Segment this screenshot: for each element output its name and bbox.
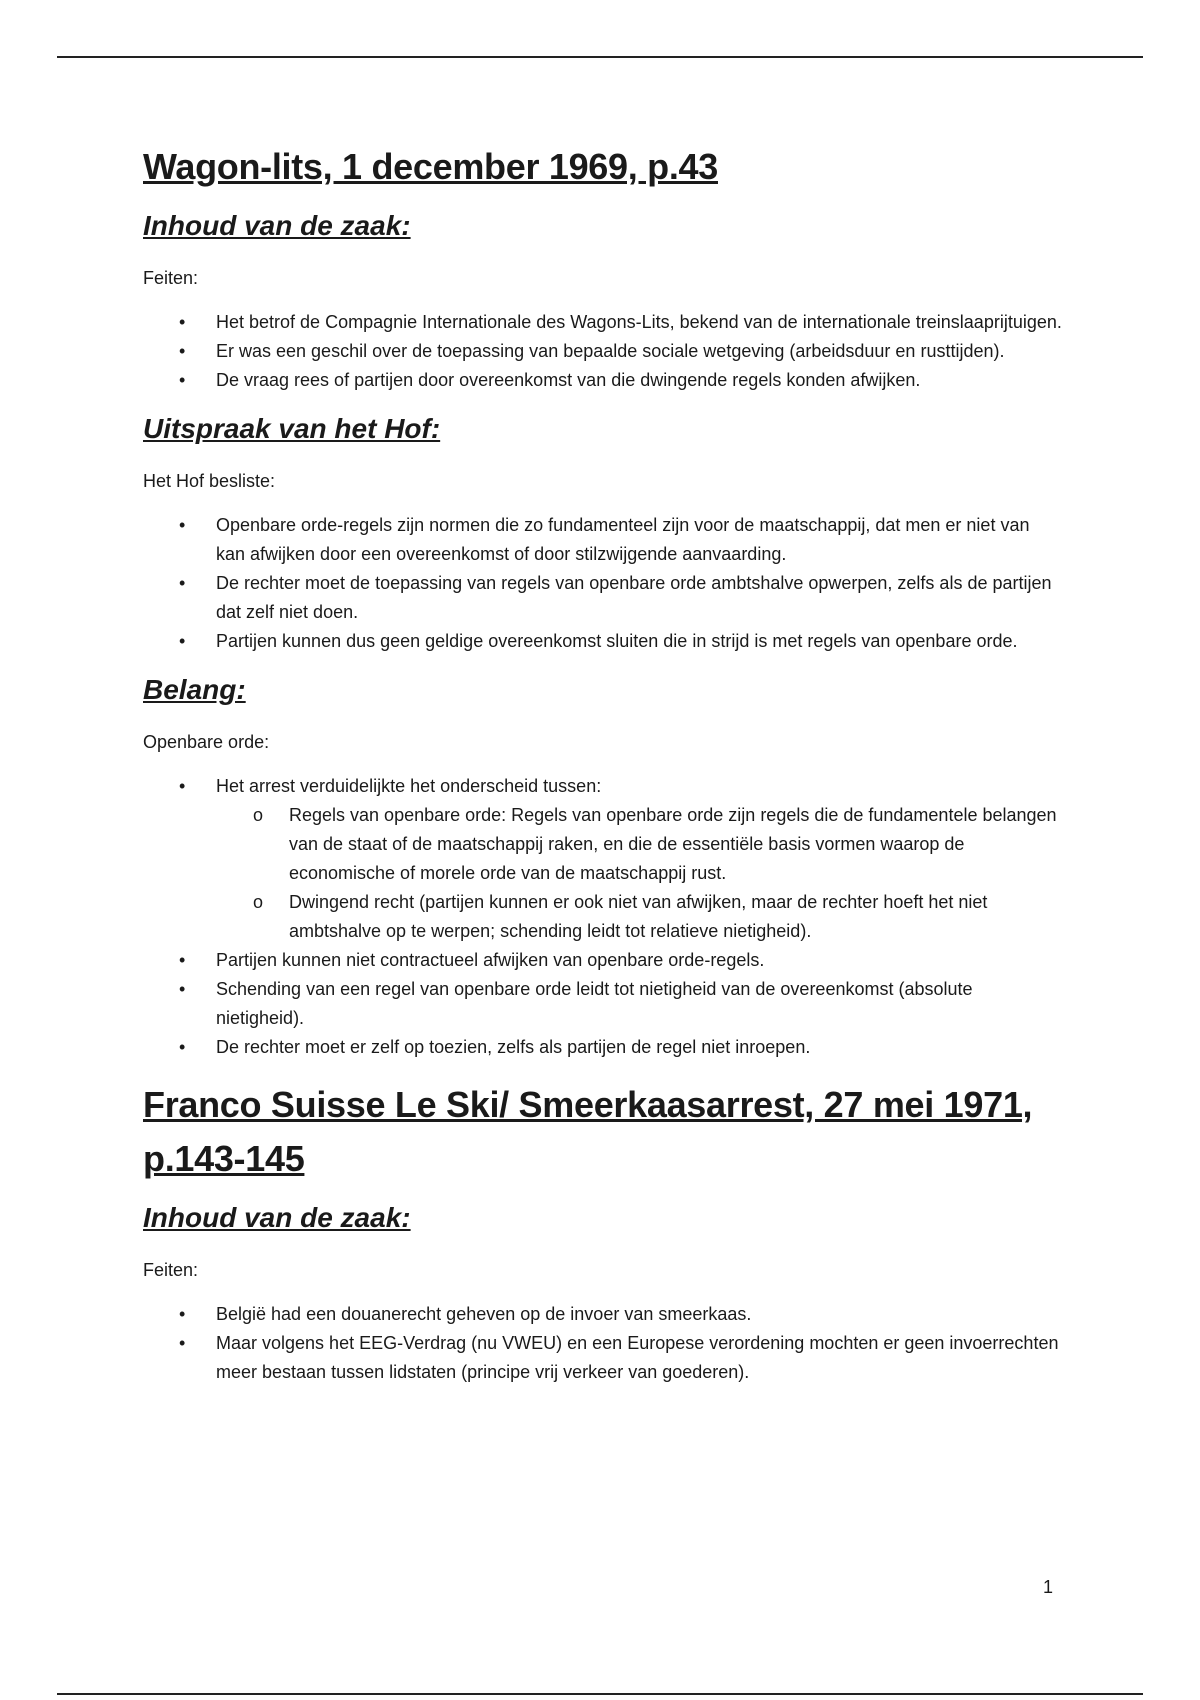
label-feiten-2: Feiten: <box>143 1260 199 1280</box>
list-item: • Er was een geschil over de toepassing van bepaalde sociale wetgeving (arbeidsduur en rusttijden). <box>143 337 1063 366</box>
list-item: • De rechter moet er zelf op toezien, zelfs als partijen de regel niet inroepen. <box>143 1033 1063 1062</box>
label-hof: Het Hof besliste: <box>143 471 276 491</box>
list-item: • Openbare orde-regels zijn normen die zo fundamenteel zijn voor de maatschappij, dat men er niet van kan afwijken door een overeenkomst of door stilzwijgende aanvaarding. <box>143 511 1063 569</box>
list-item: • Partijen kunnen dus geen geldige overeenkomst sluiten die in strijd is met regels van openbare orde. <box>143 627 1063 656</box>
feiten-list <box>143 308 1063 395</box>
page-number: 1 <box>1043 1577 1054 1597</box>
list-item: • De rechter moet de toepassing van regels van openbare orde ambtshalve opwerpen, zelfs als de partijen dat zelf niet doen. <box>143 569 1063 627</box>
sub-list-item: o Regels van openbare orde: Regels van openbare orde zijn regels die de fundamentele belangen van de staat of de maatschappij raken, en die de essentiële basis vormen waarop de economische of morele orde van de maatschappij rust. <box>216 801 1063 888</box>
heading-inhoud-2: Inhoud van de zaak: <box>143 1202 411 1233</box>
heading-uitspraak: Uitspraak van het Hof: <box>143 413 441 444</box>
list-item: • Partijen kunnen niet contractueel afwijken van openbare orde-regels. <box>143 946 1063 975</box>
case-title-wagon-lits: Wagon-lits, 1 december 1969, p.43 <box>143 146 718 187</box>
list-item: • België had een douanerecht geheven op de invoer van smeerkaas. <box>143 1300 1063 1329</box>
sub-list-item: o Dwingend recht (partijen kunnen er ook niet van afwijken, maar de rechter hoeft het niet ambtshalve op te werpen; schending leidt tot relatieve nietigheid). <box>216 888 1063 946</box>
list-item: • De vraag rees of partijen door overeenkomst van die dwingende regels konden afwijken. <box>143 366 1063 395</box>
header-rule <box>57 56 1143 58</box>
label-openbare-orde: Openbare orde: <box>143 732 270 752</box>
list-item: • Schending van een regel van openbare orde leidt tot nietigheid van de overeenkomst (absolute nietigheid). <box>143 975 1063 1033</box>
footer-rule <box>57 1693 1143 1695</box>
heading-belang: Belang: <box>143 674 246 705</box>
sub-list <box>216 801 1063 946</box>
feiten-list-2 <box>143 1300 1063 1387</box>
list-item: • Het betrof de Compagnie Internationale des Wagons-Lits, bekend van de internationale treinslaaprijtuigen. <box>143 308 1063 337</box>
case-title-franco-suisse: Franco Suisse Le Ski/ Smeerkaasarrest, 27 mei 1971, p.143-145 <box>143 1084 1033 1179</box>
list-item-text: Het arrest verduidelijkte het onderscheid tussen: <box>216 776 602 796</box>
belang-list <box>143 772 1063 1062</box>
hof-list <box>143 511 1063 656</box>
document-body <box>143 140 1063 1403</box>
list-item: • Maar volgens het EEG-Verdrag (nu VWEU) en een Europese verordening mochten er geen invoerrechten meer bestaan tussen lidstaten (principe vrij verkeer van goederen). <box>143 1329 1063 1387</box>
heading-inhoud: Inhoud van de zaak: <box>143 210 411 241</box>
list-item <box>143 772 1063 946</box>
label-feiten: Feiten: <box>143 268 199 288</box>
